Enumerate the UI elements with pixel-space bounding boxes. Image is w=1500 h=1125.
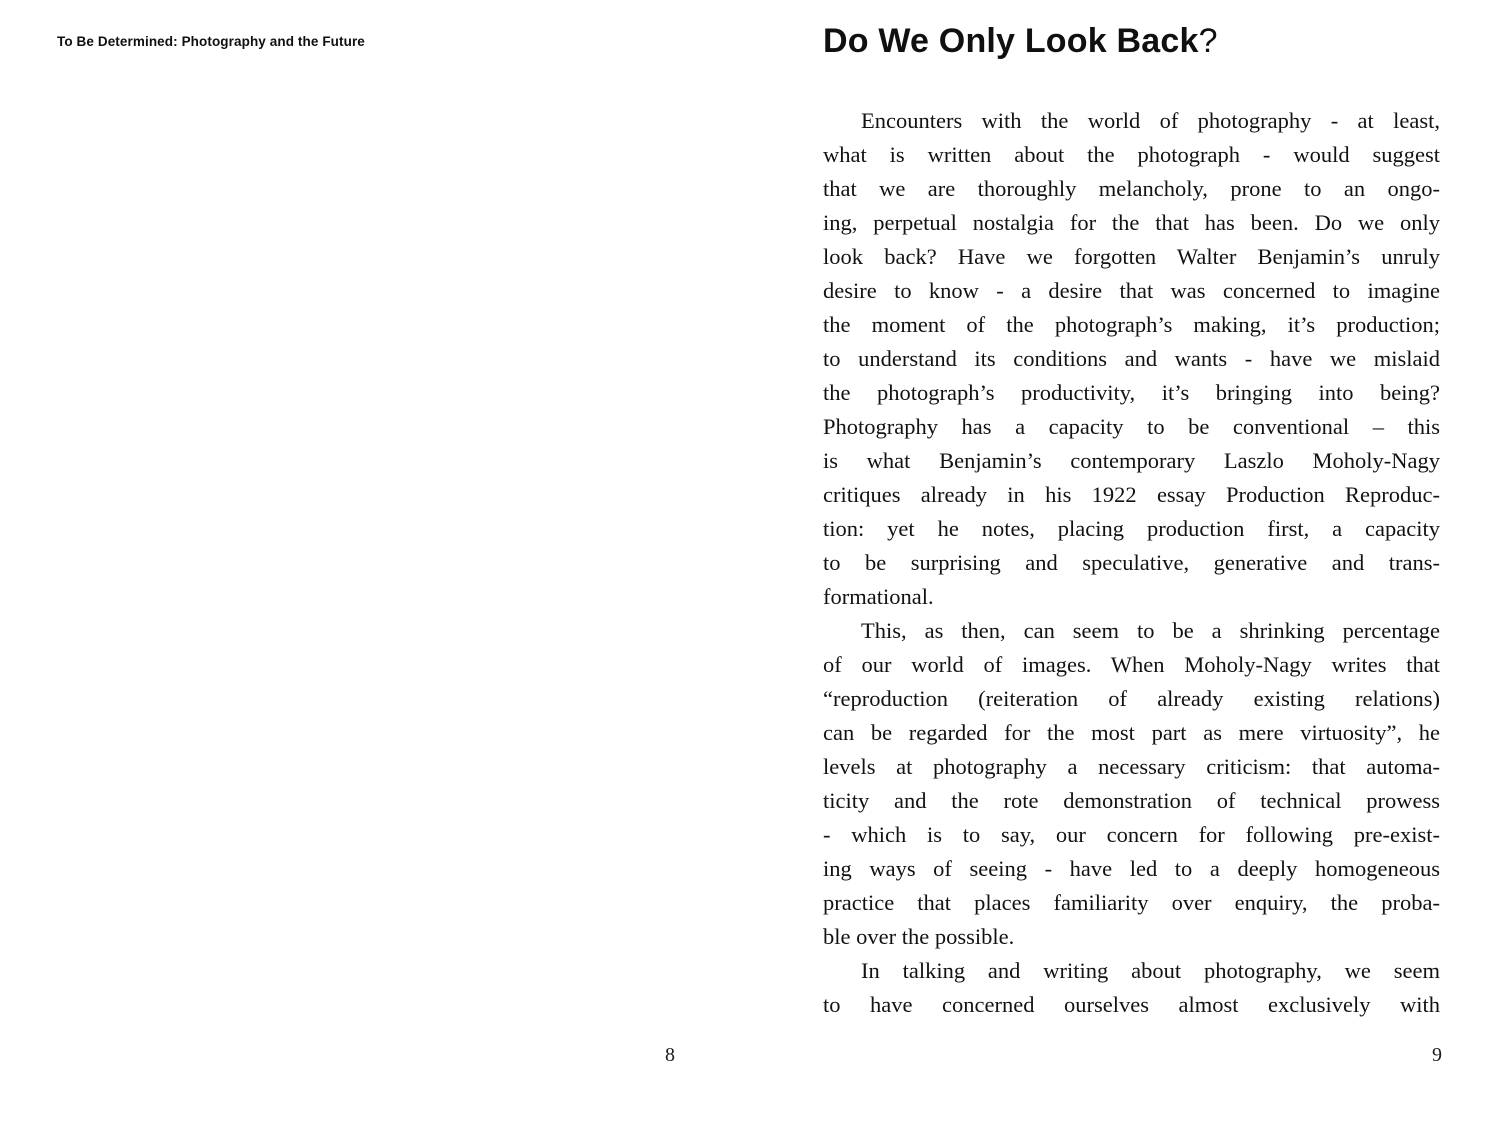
page-number-left: 8 bbox=[665, 1044, 675, 1066]
body-text bbox=[823, 104, 1440, 1022]
body-line: ing, perpetual nostalgia for the that has been. Do we only bbox=[823, 210, 1440, 235]
body-line: desire to know - a desire that was concerned to imagine bbox=[823, 278, 1440, 303]
body-line: practice that places familiarity over enquiry, the proba- bbox=[823, 890, 1440, 915]
body-line: the photograph’s productivity, it’s bringing into being? bbox=[823, 380, 1440, 405]
body-line: This, as then, can seem to be a shrinking percentage bbox=[861, 618, 1440, 643]
body-line: is what Benjamin’s contemporary Laszlo Moholy-Nagy bbox=[823, 448, 1440, 473]
running-header: To Be Determined: Photography and the Future bbox=[57, 34, 365, 49]
body-line: look back? Have we forgotten Walter Benjamin’s unruly bbox=[823, 244, 1440, 269]
body-line: Encounters with the world of photography - at least, bbox=[861, 108, 1440, 133]
body-line: to be surprising and speculative, generative and trans- bbox=[823, 550, 1440, 575]
body-line: to understand its conditions and wants - have we mislaid bbox=[823, 346, 1440, 371]
body-line: ticity and the rote demonstration of technical prowess bbox=[823, 788, 1440, 813]
body-line: what is written about the photograph - would suggest bbox=[823, 142, 1440, 167]
body-line: “reproduction (reiteration of already existing relations) bbox=[823, 686, 1440, 711]
page-title-question-mark: ? bbox=[1198, 22, 1218, 60]
body-line: the moment of the photograph’s making, it’s production; bbox=[823, 312, 1440, 337]
body-line: Photography has a capacity to be conventional – this bbox=[823, 414, 1440, 439]
body-line: of our world of images. When Moholy-Nagy writes that bbox=[823, 652, 1440, 677]
body-line: that we are thoroughly melancholy, prone to an ongo- bbox=[823, 176, 1440, 201]
page-title bbox=[823, 22, 1218, 61]
body-line: critiques already in his 1922 essay Production Reproduc- bbox=[823, 482, 1440, 507]
body-line: to have concerned ourselves almost exclusively with bbox=[823, 992, 1440, 1017]
page-number-right: 9 bbox=[1432, 1044, 1442, 1066]
body-line: ing ways of seeing - have led to a deeply homogeneous bbox=[823, 856, 1440, 881]
page-title-text: Do We Only Look Back bbox=[823, 22, 1199, 60]
body-line: In talking and writing about photography, we seem bbox=[861, 958, 1440, 983]
body-line: levels at photography a necessary criticism: that automa- bbox=[823, 754, 1440, 779]
body-line: formational. bbox=[823, 584, 934, 609]
body-line: can be regarded for the most part as mere virtuosity”, he bbox=[823, 720, 1440, 745]
body-line: - which is to say, our concern for following pre-exist- bbox=[823, 822, 1440, 847]
body-line: ble over the possible. bbox=[823, 924, 1015, 949]
body-line: tion: yet he notes, placing production first, a capacity bbox=[823, 516, 1440, 541]
